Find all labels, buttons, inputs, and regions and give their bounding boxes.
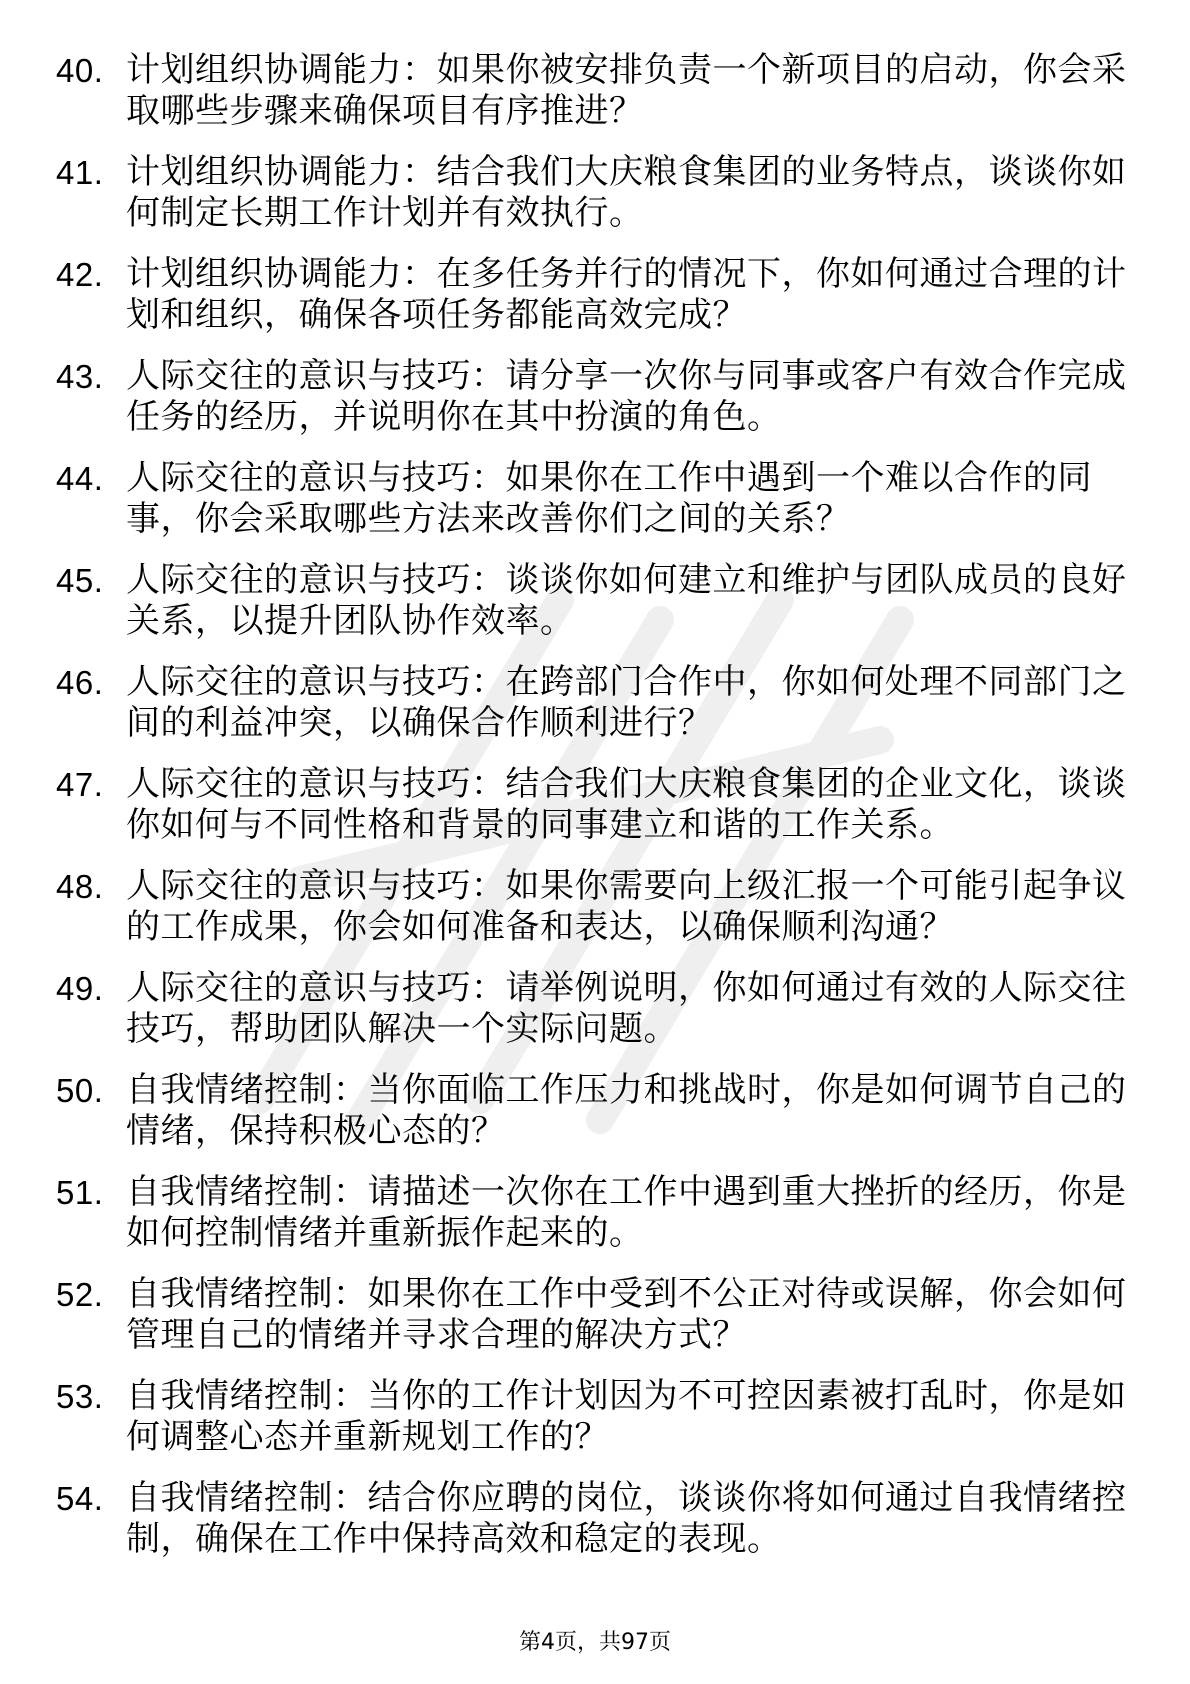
question-text: 人际交往的意识与技巧：请举例说明，你如何通过有效的人际交往技巧，帮助团队解决一个实际问题。 [126,968,1127,1049]
question-text: 自我情绪控制：当你的工作计划因为不可控因素被打乱时，你是如何调整心态并重新规划工作的？ [126,1376,1127,1457]
question-item [56,968,1146,1050]
question-number: 46. [56,664,104,701]
question-text: 人际交往的意识与技巧：如果你在工作中遇到一个难以合作的同事，你会采取哪些方法来改善你们之间的关系？ [126,458,1092,539]
page-footer: 第4页，共97页 [519,1630,671,1655]
question-number: 40. [56,52,104,89]
question-item [56,458,1146,540]
question-number: 49. [56,970,104,1007]
question-item [56,1274,1146,1356]
question-number: 47. [56,766,104,803]
question-list [56,50,1146,1580]
question-text: 计划组织协调能力：在多任务并行的情况下，你如何通过合理的计划和组织，确保各项任务都能高效完成？ [126,254,1127,335]
question-item [56,764,1146,846]
question-item [56,254,1146,336]
question-number: 45. [56,562,104,599]
question-text: 人际交往的意识与技巧：结合我们大庆粮食集团的企业文化，谈谈你如何与不同性格和背景的同事建立和谐的工作关系。 [126,764,1127,845]
question-text: 自我情绪控制：请描述一次你在工作中遇到重大挫折的经历，你是如何控制情绪并重新振作起来的。 [126,1172,1127,1253]
question-text: 自我情绪控制：结合你应聘的岗位，谈谈你将如何通过自我情绪控制，确保在工作中保持高效和稳定的表现。 [126,1478,1127,1559]
question-item [56,560,1146,642]
question-item [56,1478,1146,1560]
question-number: 43. [56,358,104,395]
question-text: 人际交往的意识与技巧：请分享一次你与同事或客户有效合作完成任务的经历，并说明你在其中扮演的角色。 [126,356,1127,437]
question-item [56,50,1146,132]
question-text: 人际交往的意识与技巧：如果你需要向上级汇报一个可能引起争议的工作成果，你会如何准备和表达，以确保顺利沟通？ [126,866,1127,947]
question-item [56,356,1146,438]
question-number: 51. [56,1174,104,1211]
question-item [56,866,1146,948]
question-item [56,152,1146,234]
question-text: 计划组织协调能力：结合我们大庆粮食集团的业务特点，谈谈你如何制定长期工作计划并有效执行。 [126,152,1127,233]
question-text: 自我情绪控制：如果你在工作中受到不公正对待或误解，你会如何管理自己的情绪并寻求合理的解决方式？ [126,1274,1127,1355]
question-number: 53. [56,1378,104,1415]
question-number: 48. [56,868,104,905]
question-text: 计划组织协调能力：如果你被安排负责一个新项目的启动，你会采取哪些步骤来确保项目有序推进？ [126,50,1127,131]
question-item [56,1172,1146,1254]
question-item [56,662,1146,744]
question-number: 50. [56,1072,104,1109]
question-number: 52. [56,1276,104,1313]
question-text: 人际交往的意识与技巧：谈谈你如何建立和维护与团队成员的良好关系，以提升团队协作效率。 [126,560,1127,641]
question-number: 41. [56,154,104,191]
question-number: 44. [56,460,104,497]
question-text: 人际交往的意识与技巧：在跨部门合作中，你如何处理不同部门之间的利益冲突，以确保合作顺利进行？ [126,662,1127,743]
question-item [56,1070,1146,1152]
question-text: 自我情绪控制：当你面临工作压力和挑战时，你是如何调节自己的情绪，保持积极心态的？ [126,1070,1127,1151]
question-number: 42. [56,256,104,293]
question-item [56,1376,1146,1458]
question-number: 54. [56,1480,104,1517]
